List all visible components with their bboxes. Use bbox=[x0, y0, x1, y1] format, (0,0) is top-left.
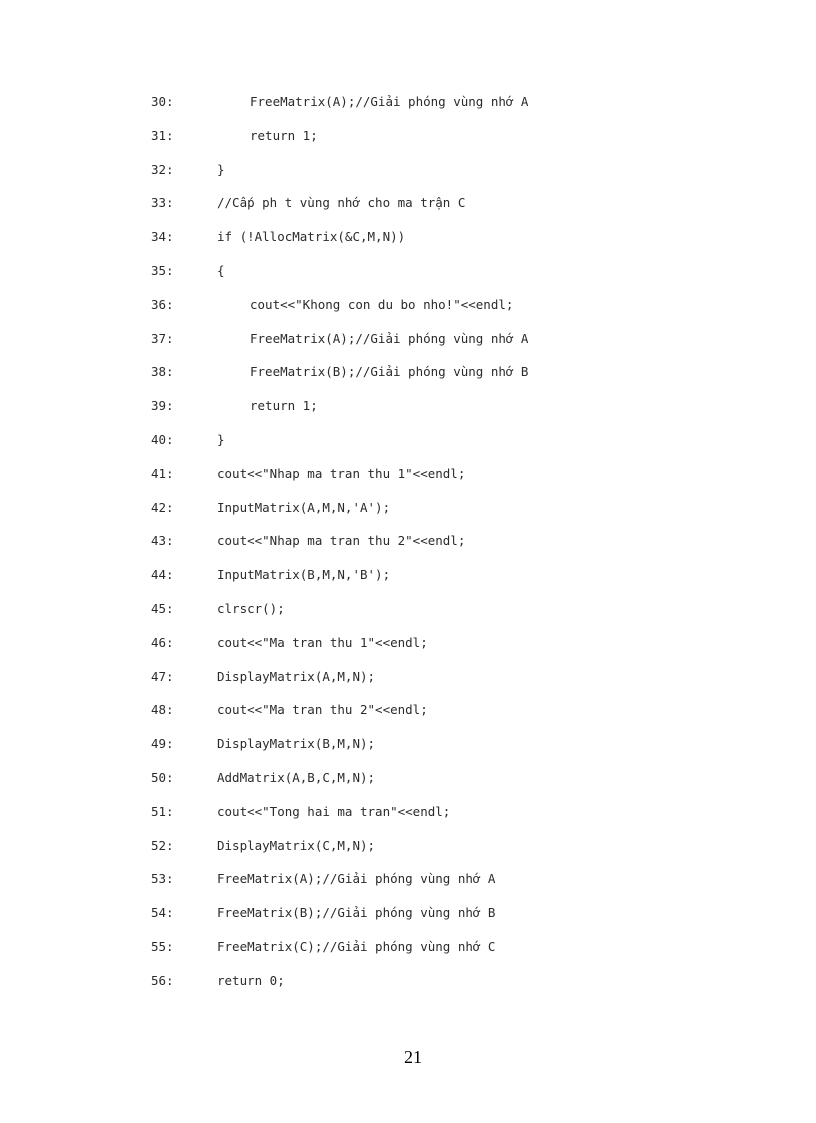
code-text: cout<<"Nhap ma tran thu 2"<<endl; bbox=[217, 533, 466, 549]
code-line bbox=[0, 463, 816, 497]
line-number: 43: bbox=[151, 533, 174, 549]
code-text: cout<<"Khong con du bo nho!"<<endl; bbox=[250, 296, 514, 312]
code-text: return 1; bbox=[250, 398, 318, 414]
code-text: } bbox=[217, 431, 225, 447]
code-line bbox=[0, 260, 816, 294]
code-text: InputMatrix(B,M,N,'B'); bbox=[217, 567, 391, 583]
line-number: 35: bbox=[151, 262, 174, 278]
code-text: //Cấp ph t vùng nhớ cho ma trận C bbox=[217, 195, 466, 211]
code-text: return 1; bbox=[250, 127, 318, 143]
code-line bbox=[0, 699, 816, 733]
code-line bbox=[0, 632, 816, 666]
code-line bbox=[0, 429, 816, 463]
code-line bbox=[0, 159, 816, 193]
page-number: 21 bbox=[404, 1047, 422, 1067]
code-line bbox=[0, 733, 816, 767]
code-text: FreeMatrix(C);//Giải phóng vùng nhớ C bbox=[217, 938, 496, 954]
code-line bbox=[0, 564, 816, 598]
code-line bbox=[0, 936, 816, 970]
code-line bbox=[0, 767, 816, 801]
code-text: AddMatrix(A,B,C,M,N); bbox=[217, 769, 376, 785]
line-number: 49: bbox=[151, 736, 174, 752]
line-number: 40: bbox=[151, 431, 174, 447]
line-number: 36: bbox=[151, 296, 174, 312]
line-number: 46: bbox=[151, 634, 174, 650]
code-text: { bbox=[217, 262, 225, 278]
code-text: FreeMatrix(A);//Giải phóng vùng nhớ A bbox=[217, 871, 496, 887]
line-number: 38: bbox=[151, 364, 174, 380]
code-text: cout<<"Nhap ma tran thu 1"<<endl; bbox=[217, 465, 466, 481]
line-number: 33: bbox=[151, 195, 174, 211]
code-line bbox=[0, 125, 816, 159]
code-line bbox=[0, 395, 816, 429]
code-line bbox=[0, 497, 816, 531]
code-line bbox=[0, 598, 816, 632]
code-line bbox=[0, 294, 816, 328]
line-number: 50: bbox=[151, 769, 174, 785]
code-text: } bbox=[217, 161, 225, 177]
line-number: 51: bbox=[151, 803, 174, 819]
line-number: 52: bbox=[151, 837, 174, 853]
line-number: 56: bbox=[151, 972, 174, 988]
code-text: cout<<"Ma tran thu 1"<<endl; bbox=[217, 634, 428, 650]
code-line bbox=[0, 530, 816, 564]
code-text: DisplayMatrix(A,M,N); bbox=[217, 668, 376, 684]
code-listing bbox=[0, 91, 816, 1004]
code-line bbox=[0, 91, 816, 125]
code-text: clrscr(); bbox=[217, 600, 285, 616]
code-text: FreeMatrix(A);//Giải phóng vùng nhớ A bbox=[250, 94, 529, 109]
line-number: 44: bbox=[151, 567, 174, 583]
code-line bbox=[0, 192, 816, 226]
code-line bbox=[0, 666, 816, 700]
line-number: 48: bbox=[151, 702, 174, 718]
line-number: 39: bbox=[151, 398, 174, 414]
code-line bbox=[0, 801, 816, 835]
code-line bbox=[0, 835, 816, 869]
line-number: 54: bbox=[151, 905, 174, 921]
code-line bbox=[0, 902, 816, 936]
line-number: 30: bbox=[151, 94, 174, 109]
line-number: 55: bbox=[151, 938, 174, 954]
code-text: FreeMatrix(A);//Giải phóng vùng nhớ A bbox=[250, 330, 529, 346]
line-number: 31: bbox=[151, 127, 174, 143]
code-text: DisplayMatrix(B,M,N); bbox=[217, 736, 376, 752]
code-line bbox=[0, 226, 816, 260]
line-number: 45: bbox=[151, 600, 174, 616]
line-number: 47: bbox=[151, 668, 174, 684]
code-line bbox=[0, 328, 816, 362]
line-number: 42: bbox=[151, 499, 174, 515]
code-text: FreeMatrix(B);//Giải phóng vùng nhớ B bbox=[250, 364, 529, 380]
code-text: FreeMatrix(B);//Giải phóng vùng nhớ B bbox=[217, 905, 496, 921]
line-number: 32: bbox=[151, 161, 174, 177]
code-line bbox=[0, 868, 816, 902]
code-text: if (!AllocMatrix(&C,M,N)) bbox=[217, 229, 406, 245]
line-number: 41: bbox=[151, 465, 174, 481]
code-text: cout<<"Tong hai ma tran"<<endl; bbox=[217, 803, 451, 819]
code-text: cout<<"Ma tran thu 2"<<endl; bbox=[217, 702, 428, 718]
code-text: DisplayMatrix(C,M,N); bbox=[217, 837, 376, 853]
code-text: return 0; bbox=[217, 972, 285, 988]
line-number: 34: bbox=[151, 229, 174, 245]
line-number: 37: bbox=[151, 330, 174, 346]
code-line bbox=[0, 361, 816, 395]
code-text: InputMatrix(A,M,N,'A'); bbox=[217, 499, 391, 515]
line-number: 53: bbox=[151, 871, 174, 887]
code-line bbox=[0, 970, 816, 1004]
